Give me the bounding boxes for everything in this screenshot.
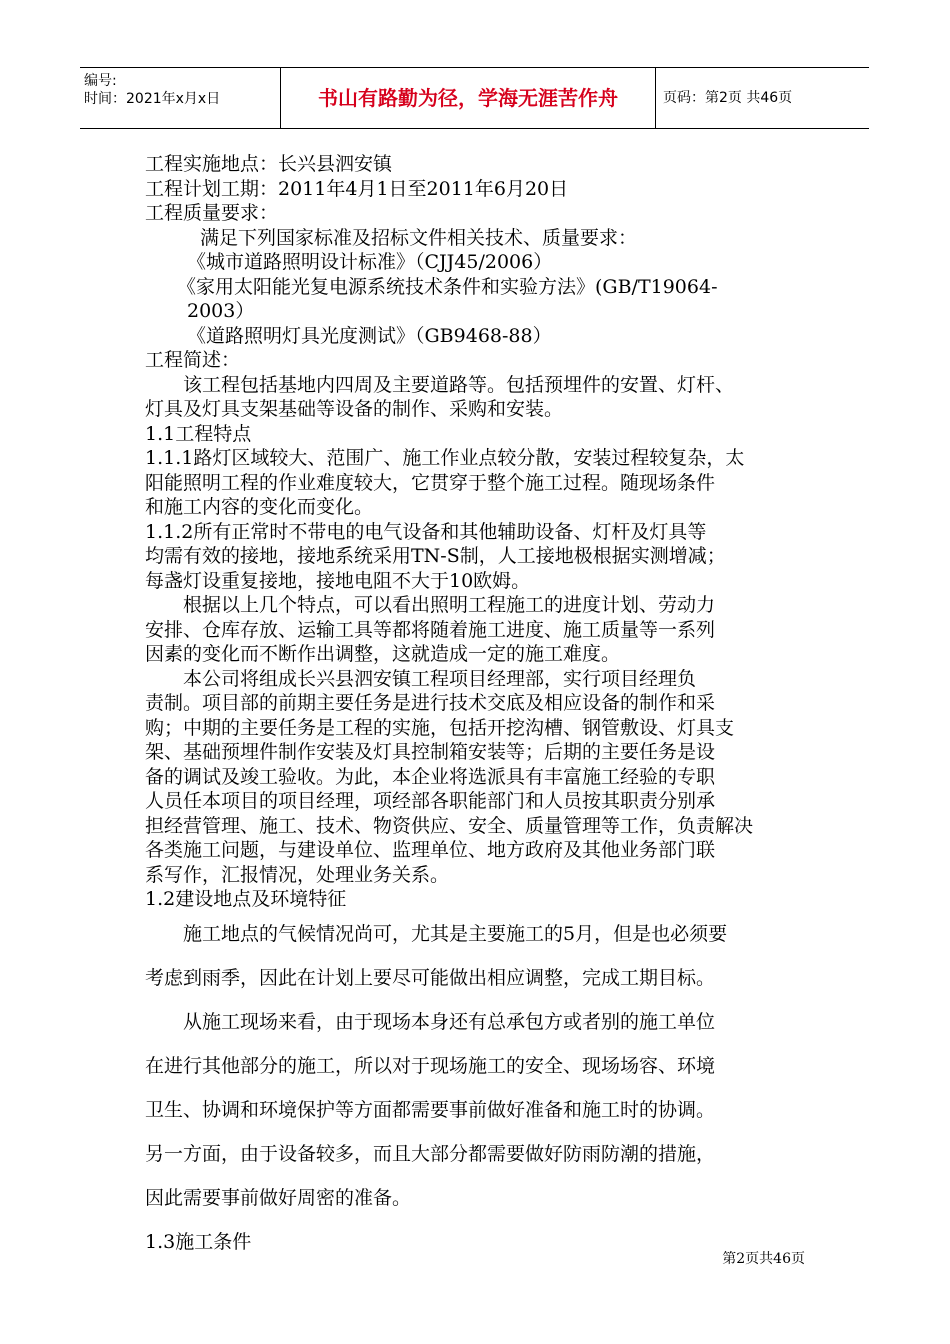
standard-item-continued: 2003）	[187, 300, 255, 322]
header-divider	[655, 68, 656, 128]
paragraph-line: 施工地点的气候情况尚可，尤其是主要施工的5月，但是也必须要	[183, 922, 728, 945]
brief-paragraph: 该工程包括基地内四周及主要道路等。包括预埋件的安置、灯杆、	[183, 373, 735, 396]
paragraph-line: 本公司将组成长兴县泗安镇工程项目经理部，实行项目经理负	[183, 667, 697, 690]
standard-item: 《道路照明灯具光度测试》（GB9468-88）	[187, 324, 552, 347]
paragraph-line: 每盏灯设重复接地，接地电阻不大于10欧姆。	[145, 569, 531, 592]
paragraph-line: 和施工内容的变化而变化。	[145, 496, 374, 518]
paragraph-line: 人员任本项目的项目经理，项经部各职能部门和人员按其职责分别承	[145, 790, 716, 812]
paragraph-line: 根据以上几个特点，可以看出照明工程施工的进度计划、劳动力	[183, 594, 716, 616]
paragraph-line: 阳能照明工程的作业难度较大，它贯穿于整个施工过程。随现场条件	[145, 471, 716, 494]
brief-heading: 工程简述：	[145, 349, 241, 371]
paragraph-line: 安排、仓库存放、运输工具等都将随着施工进度、施工质量等一系列	[145, 618, 716, 641]
section-heading: 1.2建设地点及环境特征	[145, 888, 347, 910]
quality-intro: 满足下列国家标准及招标文件相关技术、质量要求：	[200, 226, 638, 249]
paragraph-line: 系写作，汇报情况，处理业务关系。	[145, 863, 450, 886]
header-motto: 书山有路勤为径，学海无涯苦作舟	[318, 86, 618, 110]
project-schedule: 工程计划工期：2011年4月1日至2011年6月20日	[145, 177, 569, 200]
paragraph-line: 1.1.1路灯区域较大、范围广、施工作业点较分散，安装过程较复杂，太	[145, 447, 745, 469]
section-heading: 1.3施工条件	[145, 1230, 252, 1253]
paragraph-line: 考虑到雨季，因此在计划上要尽可能做出相应调整，完成工期目标。	[145, 966, 716, 989]
paragraph-line: 1.1.2所有正常时不带电的电气设备和其他辅助设备、灯杆及灯具等	[145, 520, 707, 543]
paragraph-line: 另一方面，由于设备较多，而且大部分都需要做好防雨防潮的措施，	[145, 1142, 716, 1165]
paragraph-line: 各类施工问题，与建设单位、监理单位、地方政府及其他业务部门联	[145, 839, 716, 861]
header-page-number: 页码：第2页 共46页	[663, 90, 793, 106]
quality-heading: 工程质量要求：	[145, 202, 279, 224]
paragraph-line: 卫生、协调和环境保护等方面都需要事前做好准备和施工时的协调。	[145, 1098, 716, 1121]
paragraph-line: 责制。项目部的前期主要任务是进行技术交底及相应设备的制作和采	[145, 692, 716, 714]
paragraph-line: 均需有效的接地，接地系统采用TN-S制，人工接地极根据实测增减；	[145, 545, 726, 567]
paragraph-line: 架、基础预埋件制作安装及灯具控制箱安装等；后期的主要任务是设	[145, 741, 716, 763]
document-body	[145, 152, 815, 1264]
document-number-label: 编号:	[84, 73, 117, 89]
paragraph-line: 因素的变化而不断作出调整，这就造成一定的施工难度。	[145, 643, 621, 665]
document-time-label: 时间：2021年x月x日	[84, 91, 221, 107]
header-meta	[84, 72, 280, 108]
paragraph-line: 从施工现场来看，由于现场本身还有总承包方或者别的施工单位	[183, 1010, 716, 1033]
standard-item: 《城市道路照明设计标准》（CJJ45/2006）	[187, 251, 553, 273]
paragraph-line: 担经营管理、施工、技术、物资供应、安全、质量管理等工作，负责解决	[145, 814, 754, 837]
page-header	[80, 67, 869, 129]
section-heading: 1.1工程特点	[145, 422, 252, 445]
page-footer: 第2页共46页	[722, 1251, 805, 1267]
standard-item: 《家用太阳能光复电源系统技术条件和实验方法》(GB/T19064-	[177, 275, 718, 298]
project-site: 工程实施地点：长兴县泗安镇	[145, 153, 393, 175]
brief-paragraph: 灯具及灯具支架基础等设备的制作、采购和安装。	[145, 398, 564, 420]
paragraph-line: 在进行其他部分的施工，所以对于现场施工的安全、现场场容、环境	[145, 1054, 716, 1077]
paragraph-line: 购；中期的主要任务是工程的实施，包括开挖沟槽、钢管敷设、灯具支	[145, 716, 735, 739]
paragraph-line: 备的调试及竣工验收。为此，本企业将选派具有丰富施工经验的专职	[145, 765, 716, 788]
paragraph-line: 因此需要事前做好周密的准备。	[145, 1186, 412, 1209]
